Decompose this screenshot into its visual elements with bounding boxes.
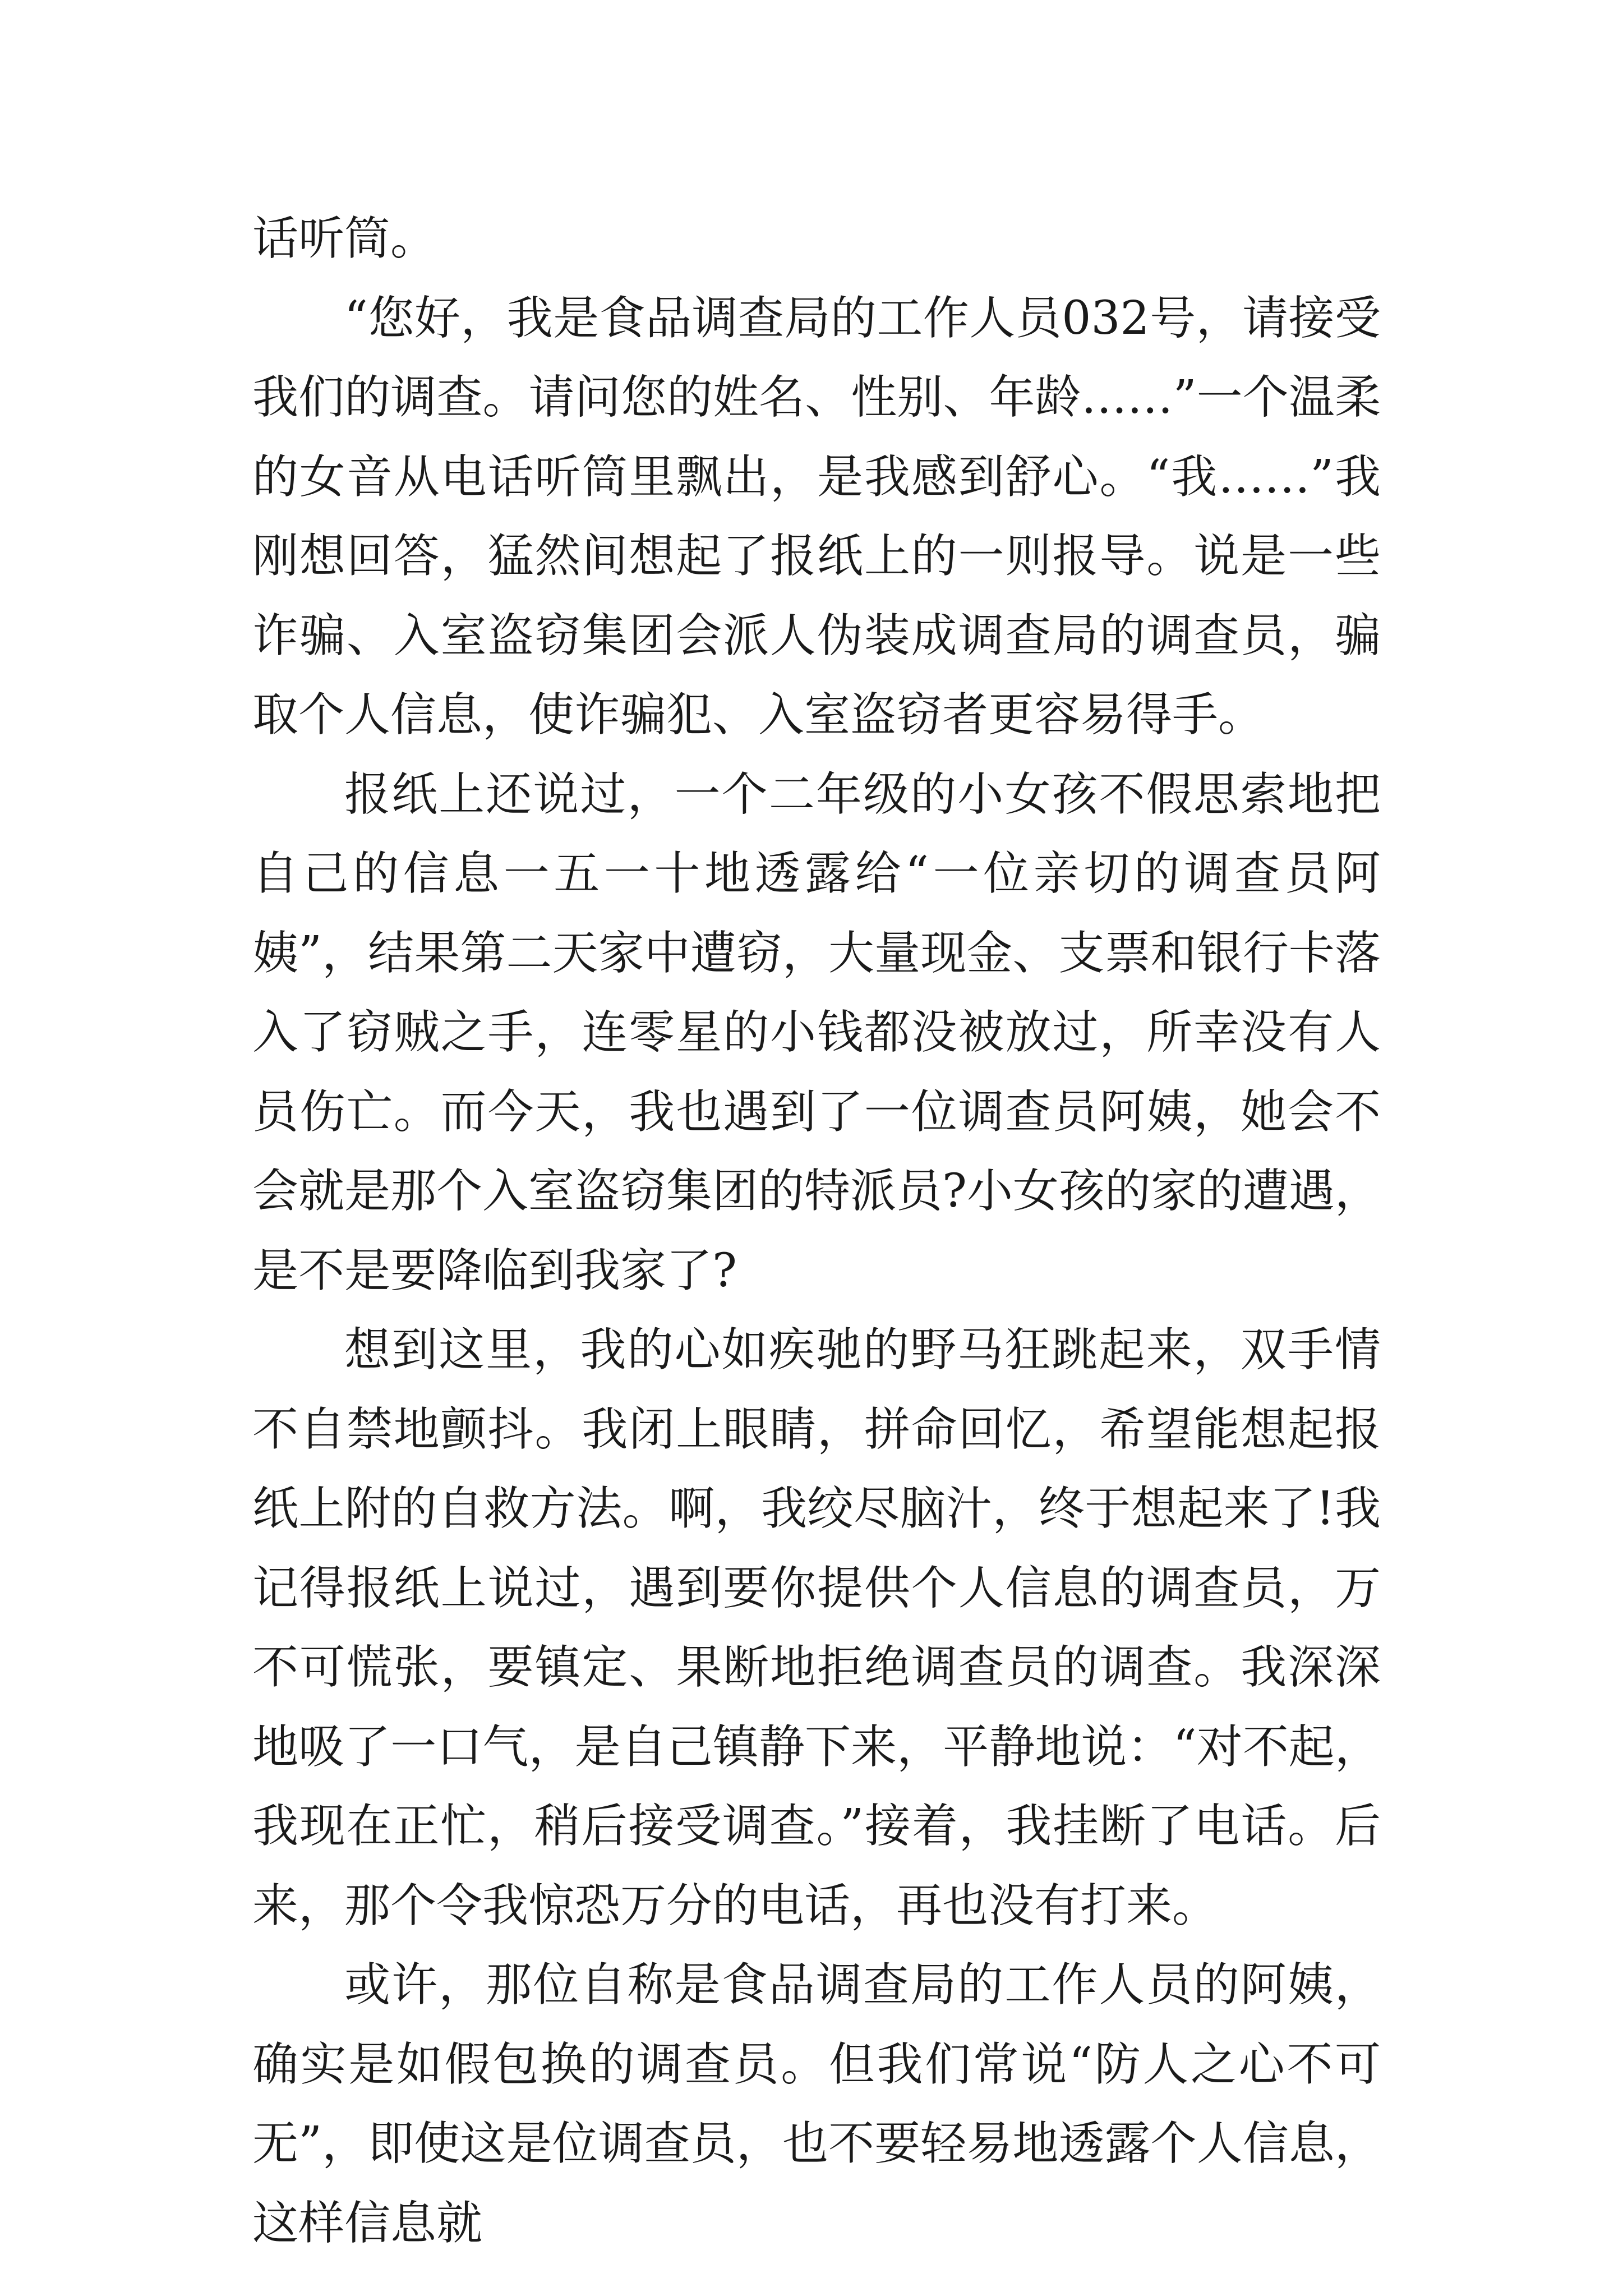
paragraph-self-rescue: 想到这里，我的心如疾驰的野马狂跳起来，双手情不自禁地颤抖。我闭上眼睛，拼命回忆，希望能想起报纸上附的自救方法。啊，我绞尽脑汁，终于想起来了!我记得报纸上说过，遇到要你提供个人信息的调查员，万不可慌张，要镇定、果断地拒绝调查员的调查。我深深地吸了一口气，是自己镇静下来，平静地说：“对不起，我现在正忙，稍后接受调查。”接着，我挂断了电话。后来，那个令我惊恐万分的电话，再也没有打来。: [252, 1323, 1381, 1932]
paragraph-conclusion: 或许，那位自称是食品调查局的工作人员的阿姨，确实是如假包换的调查员。但我们常说“防人之心不可无”，即使这是位调查员，也不要轻易地透露个人信息，这样信息就: [252, 1958, 1381, 2250]
paragraph-survey-call: “您好，我是食品调查局的工作人员032号，请接受我们的调查。请问您的姓名、性别、年龄……”一个温柔的女音从电话听筒里飘出，是我感到舒心。“我……”我刚想回答，猛然间想起了报纸上的一则报导。说是一些诈骗、入室盗窃集团会派人伪装成调查局的调查员，骗取个人信息，使诈骗犯、入室盗窃者更容易得手。: [252, 291, 1381, 742]
document-body: [252, 199, 1381, 2263]
paragraph-continuation: 话听筒。: [252, 212, 437, 265]
paragraph-newspaper-story: 报纸上还说过，一个二年级的小女孩不假思索地把自己的信息一五一十地透露给“一位亲切的调查员阿姨”，结果第二天家中遭窃，大量现金、支票和银行卡落入了窃贼之手，连零星的小钱都没被放过，所幸没有人员伤亡。而今天，我也遇到了一位调查员阿姨，她会不会就是那个入室盗窃集团的特派员?小女孩的家的遭遇，是不是要降临到我家了?: [252, 767, 1381, 1297]
